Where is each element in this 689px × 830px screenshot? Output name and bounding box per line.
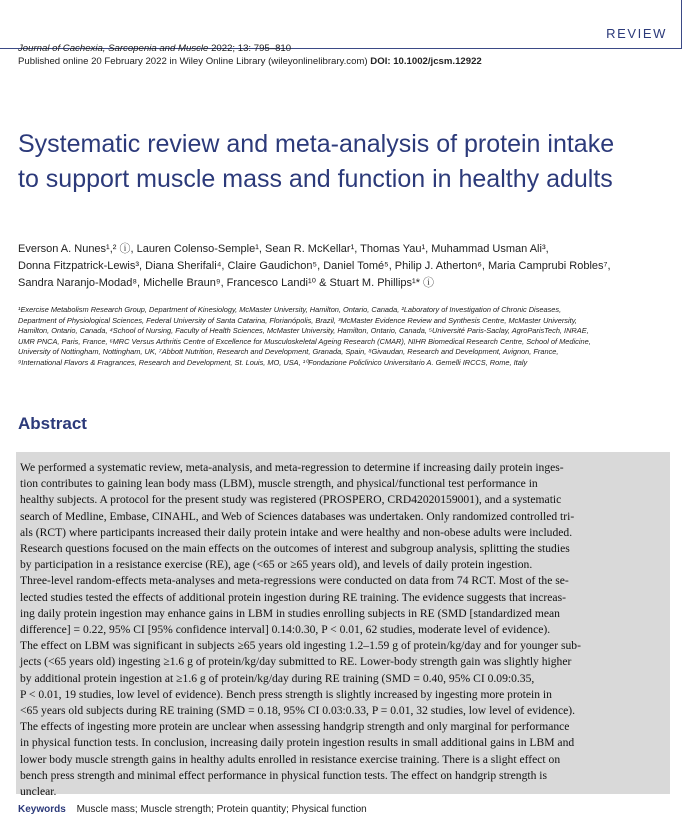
journal-info bbox=[18, 42, 482, 68]
journal-name: Journal of Cachexia, Sarcopenia and Muscle bbox=[18, 43, 209, 54]
abstract-line: by additional protein ingestion at ≥1.6 g of protein/kg/day during RE training (SMD = 0.40, 95% CI 0.09:0.35, bbox=[20, 671, 535, 685]
abstract-line: Research questions focused on the main effects on the outcomes of interest and subgroup analysis, splitting the studies bbox=[20, 542, 570, 556]
abstract-line: The effects of ingesting more protein are unclear when assessing handgrip strength and only marginal for performance bbox=[20, 720, 570, 734]
author-list bbox=[18, 241, 678, 292]
abstract-line: <65 years old subjects during RE training (SMD = 0.18, 95% CI 0.03:0.33, P = 0.01, 32 studies, low level of evidence). bbox=[20, 704, 576, 718]
abstract-heading: Abstract bbox=[18, 414, 87, 433]
keywords-label: Keywords bbox=[18, 804, 66, 815]
abstract-line: lower body muscle strength gains in healthy adults enrolled in resistance exercise training. There is a slight effect on bbox=[20, 752, 561, 766]
journal-year-pages: 2022; 13: 795–810 bbox=[211, 43, 292, 54]
affiliation-line: ⁹International Flavors & Fragrances, Research and Development, St. Louis, MO, USA, ¹⁰Fondazione Policlinico Universitario A. Gemelli IRCCS, Rome, Italy bbox=[18, 357, 528, 367]
affiliations bbox=[18, 305, 678, 369]
abstract-line: search of Medline, Embase, CINAHL, and Web of Sciences databases was undertaken. Only randomized controlled tri- bbox=[20, 509, 575, 523]
abstract-line: The effect on LBM was significant in subjects ≥65 years old ingesting 1.2–1.59 g of protein/kg/day and for younger sub- bbox=[20, 639, 581, 653]
abstract-line: P < 0.01, 19 studies, low level of evidence). Bench press strength is slightly increased by ingesting more protein in bbox=[20, 687, 552, 701]
author-line: Sandra Naranjo-Modad⁸, Michelle Braun⁹, Francesco Landi¹⁰ & Stuart M. Phillips¹* ⓘ bbox=[18, 277, 435, 289]
doi-link[interactable]: DOI: 10.1002/jcsm.12922 bbox=[370, 56, 482, 67]
article-title bbox=[18, 127, 678, 197]
affiliation-line: UMR PNCA, Paris, France, ⁶MRC Versus Arthritis Centre of Excellence for Musculoskeletal Ageing Research (CMAR), NIHR Biomedical Research Centre, School of Medicine, bbox=[18, 336, 591, 346]
abstract-line: unclear. bbox=[20, 785, 57, 799]
abstract-line: bench press strength and minimal effect performance in physical function tests. The effect on handgrip strength is bbox=[20, 768, 548, 782]
keywords-row bbox=[18, 800, 678, 819]
abstract-line: healthy subjects. A protocol for the present study was registered (PROSPERO, CRD42020159001), and a systematic bbox=[20, 493, 562, 507]
abstract-text bbox=[20, 460, 664, 800]
abstract-line: jects (<65 years old) ingesting ≥1.6 g of protein/kg/day submitted to RE. Lower-body strength gain was slightly higher bbox=[20, 655, 572, 669]
affiliation-line: Hamilton, Ontario, Canada, ⁴School of Nursing, Faculty of Health Sciences, McMaster University, Hamilton, Ontario, Canada, ⁵Université Paris-Saclay, AgroParisTech, INRAE, bbox=[18, 326, 589, 336]
author-line: Donna Fitzpatrick-Lewis³, Diana Sherifali⁴, Claire Gaudichon⁵, Daniel Tomé⁵, Philip J. Atherton⁶, Maria Camprubi Robles⁷, bbox=[18, 260, 611, 272]
abstract-box bbox=[16, 452, 670, 799]
abstract-line: by participation in a resistance exercise (RE), age (<65 or ≥65 years old), and levels of daily protein ingestion. bbox=[20, 558, 533, 572]
affiliation-line: ¹Exercise Metabolism Research Group, Department of Kinesiology, McMaster University, Hamilton, Ontario, Canada, ²Laboratory of Investigation of Chronic Diseases, bbox=[18, 305, 562, 314]
abstract-line: als (RCT) where participants increased their daily protein intake and were healthy and non-obese adults were included. bbox=[20, 525, 573, 539]
abstract-line: Three-level random-effects meta-analyses and meta-regressions were conducted on data from 74 RCT. Most of the se- bbox=[20, 574, 569, 588]
journal-citation bbox=[18, 42, 482, 55]
abstract-line: in physical function tests. In conclusion, increasing daily protein ingestion results in small additional gains in LBM and bbox=[20, 736, 575, 750]
title-line: to support muscle mass and function in healthy adults bbox=[18, 165, 613, 193]
abstract-line: We performed a systematic review, meta-analysis, and meta-regression to determine if increasing daily protein inges- bbox=[20, 461, 564, 474]
section-label: REVIEW bbox=[606, 26, 667, 41]
published-online: Published online 20 February 2022 in Wiley Online Library (wileyonlinelibrary.com) bbox=[18, 56, 368, 67]
abstract-line: tion contributes to gaining lean body mass (LBM), muscle strength, and physical/functional test performance in bbox=[20, 477, 538, 491]
publication-line bbox=[18, 55, 482, 68]
abstract-line: ing daily protein ingestion may enhance gains in LBM in studies enrolling subjects in RE (SMD [standardized mean bbox=[20, 606, 560, 620]
keywords-text: Muscle mass; Muscle strength; Protein quantity; Physical function bbox=[76, 804, 367, 815]
affiliation-line: Department of Physiological Sciences, Federal University of Santa Catarina, Florianópolis, Brazil, ³McMaster Evidence Review and Synthesis Centre, McMaster University, bbox=[18, 315, 577, 325]
header-frame bbox=[0, 0, 682, 48]
abstract-line: difference] = 0.22, 95% CI [95% confidence interval] 0.14:0.30, P < 0.01, 62 studies, moderate level of evidence). bbox=[20, 623, 551, 637]
title-line: Systematic review and meta-analysis of protein intake bbox=[18, 130, 615, 158]
affiliation-line: University of Nottingham, Nottingham, UK, ⁷Abbott Nutrition, Research and Development, Granada, Spain, ⁸Givaudan, Research and Development, Avignon, France, bbox=[18, 347, 559, 357]
abstract-line: lected studies tested the effects of additional protein ingestion during RE training. The evidence suggests that increas- bbox=[20, 590, 566, 604]
author-line: Everson A. Nunes¹,² ⓘ, Lauren Colenso-Semple¹, Sean R. McKellar¹, Thomas Yau¹, Muhammad Usman Ali³, bbox=[18, 243, 549, 255]
